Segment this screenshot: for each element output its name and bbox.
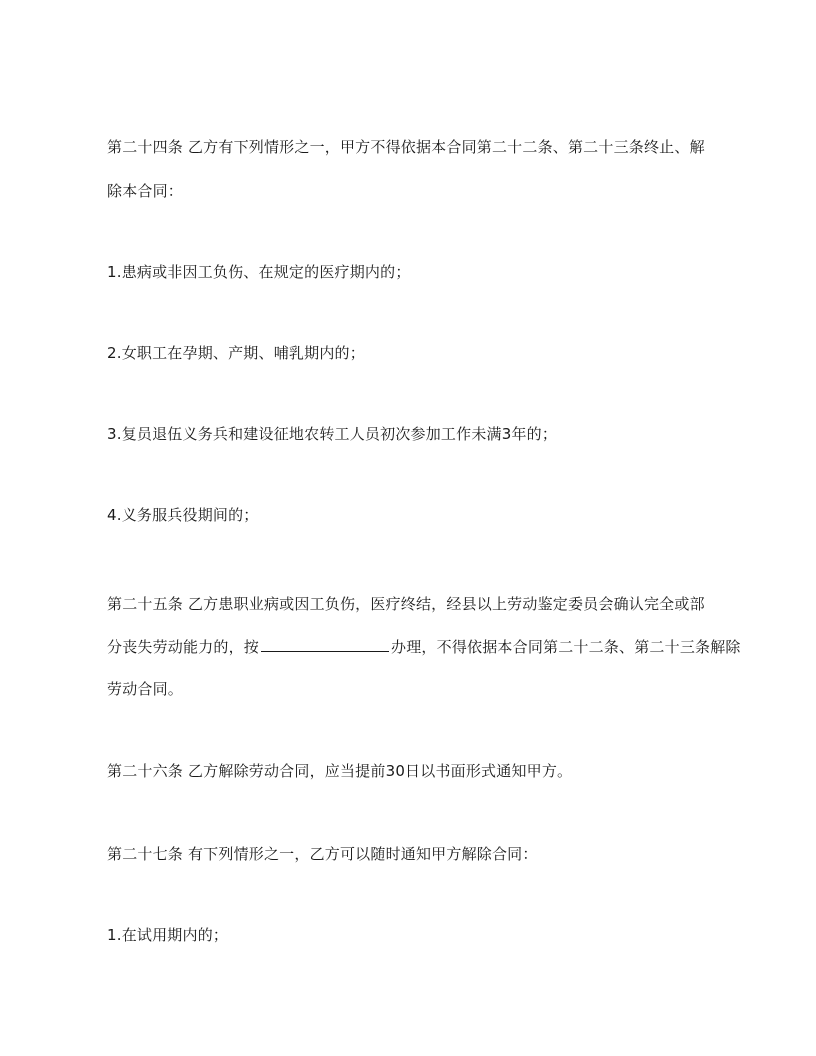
- article-25-line-3: 劳动合同。: [107, 680, 184, 698]
- article-27-item-1: 1.在试用期内的；: [107, 926, 229, 944]
- article-24-item-4: 4.义务服兵役期间的；: [107, 506, 259, 524]
- article-25-line-2-after: 办理，不得依据本合同第二十二条、第二十三条解除: [391, 638, 741, 656]
- article-25-line-2: [107, 636, 741, 657]
- article-24-line-2: 除本合同：: [107, 182, 184, 200]
- fill-in-blank[interactable]: [261, 636, 389, 652]
- article-24-line-1: 第二十四条 乙方有下列情形之一，甲方不得依据本合同第二十二条、第二十三条终止、解: [107, 138, 705, 156]
- article-24-item-2: 2.女职工在孕期、产期、哺乳期内的；: [107, 344, 365, 362]
- article-25-line-2-before: 分丧失劳动能力的，按: [107, 638, 260, 656]
- article-25-line-1: 第二十五条 乙方患职业病或因工负伤，医疗终结，经县以上劳动鉴定委员会确认完全或部: [107, 595, 705, 613]
- article-24-item-3: 3.复员退伍义务兵和建设征地农转工人员初次参加工作未满3年的；: [107, 425, 558, 443]
- article-26: 第二十六条 乙方解除劳动合同，应当提前30日以书面形式通知甲方。: [107, 762, 573, 780]
- article-24-item-1: 1.患病或非因工负伤、在规定的医疗期内的；: [107, 263, 411, 281]
- article-27: 第二十七条 有下列情形之一，乙方可以随时通知甲方解除合同：: [107, 845, 538, 863]
